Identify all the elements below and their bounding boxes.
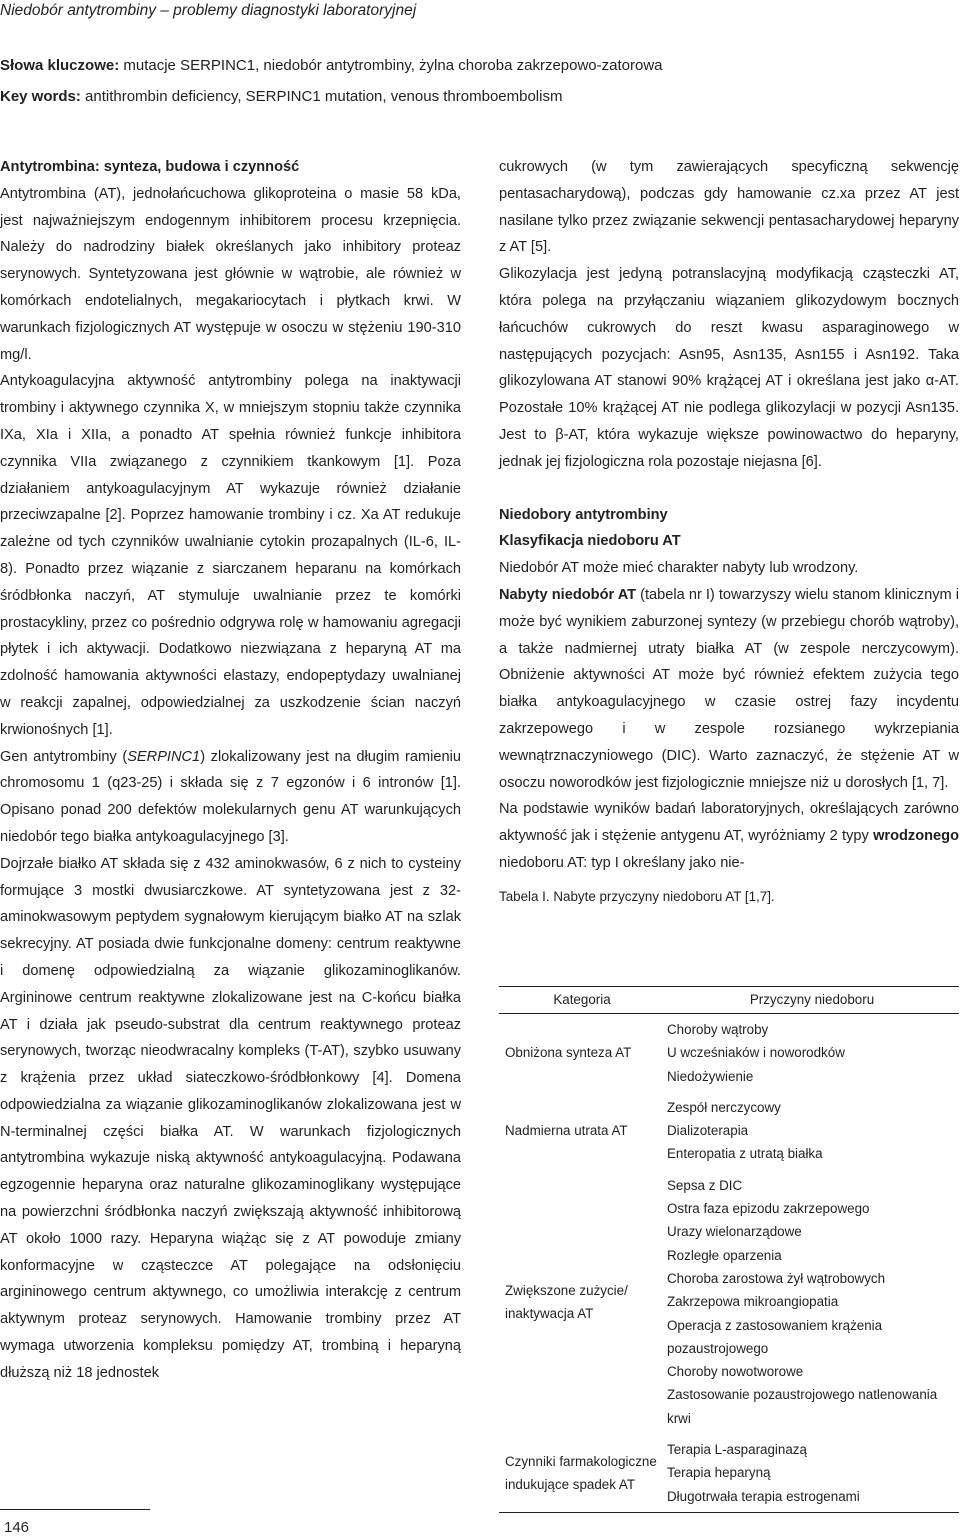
table-cell-causes xyxy=(665,1092,959,1170)
subsection-heading-classification: Klasyfikacja niedoboru AT xyxy=(499,533,681,550)
table-cell-causes xyxy=(665,1170,959,1434)
cause-item: Zespół nerczycowy xyxy=(667,1099,781,1115)
table-body xyxy=(499,1014,959,1513)
cause-item: Rozległe oparzenia xyxy=(667,1247,782,1263)
text: Na podstawie wyników badań laboratoryjnych, określających zarówno aktywność jak i stężenie antygenu AT, wyróżniamy 2 typy xyxy=(499,801,959,845)
bold-term: Nabyty niedobór AT xyxy=(499,586,637,603)
table-header-row xyxy=(499,987,959,1014)
keywords-pl xyxy=(0,56,663,76)
cause-item: Enteropatia z utratą białka xyxy=(667,1146,823,1162)
keywords-pl-label: Słowa kluczowe: xyxy=(0,57,120,74)
column-header-causes: Przyczyny niedoboru xyxy=(665,987,959,1014)
gene-name: SERPINC1 xyxy=(127,748,201,765)
left-column xyxy=(0,154,461,1387)
footer-rule xyxy=(0,1509,150,1510)
table-row xyxy=(499,1170,959,1434)
acquired-causes-table xyxy=(499,986,959,1513)
table-cell-category: Zwiększone zużycie/ inaktywacja AT xyxy=(505,1282,628,1321)
table-cell-causes xyxy=(665,1014,959,1092)
paragraph: cukrowych (w tym zawierających specyficzną sekwencję pentasacharydową), podczas gdy hamowanie cz.xa przez AT jest nasilane tylko przez związanie sekwencji pentasacharydowej heparyny z AT [5]. xyxy=(499,159,959,256)
running-header: Niedobór antytrombiny – problemy diagnostyki laboratoryjnej xyxy=(0,2,417,19)
cause-item: Choroby nowotworowe xyxy=(667,1364,804,1380)
table-cell-category: Czynniki farmakologiczne indukujące spadek AT xyxy=(499,1434,665,1512)
cause-item: Długotrwała terapia estrogenami xyxy=(667,1488,860,1504)
cause-item: U wcześniaków i noworodków xyxy=(667,1045,845,1061)
cause-item: Niedożywienie xyxy=(667,1068,754,1084)
cause-item: Urazy wielonarządowe xyxy=(667,1224,802,1240)
paragraph: Antytrombina (AT), jednołańcuchowa glikoproteina o masie 58 kDa, jest najważniejszym endogennym inhibitorem procesu krzepnięcia. Należy do nadrodziny białek określanych jako inhibitory proteaz serynowych. Syntetyzowana jest głównie w wątrobie, ale również w komórkach endotelialnych, megakariocytach i płytkach krwi. W warunkach fizjologicznych AT występuje w osoczu w stężeniu 190-310 mg/l. xyxy=(0,185,461,363)
cause-item: Zastosowanie pozaustrojowego natlenowania krwi xyxy=(667,1387,938,1426)
cause-item: Operacja z zastosowaniem krążenia pozaustrojowego xyxy=(667,1317,883,1356)
cause-item: Dializoterapia xyxy=(667,1123,749,1139)
paragraph-gene xyxy=(0,744,461,851)
section-heading-antithrombin: Antytrombina: synteza, budowa i czynność xyxy=(0,159,300,175)
paragraph: Antykoagulacyjna aktywność antytrombiny polega na inaktywacji trombiny i aktywnego czynnika X, w mniejszym stopniu także czynnika IXa, XIa i XIIa, a ponadto AT spełnia również funkcje inhibitora czynnika VIIa związanego z czynnikiem tkankowym [1]. Poza działaniem antykoagulacyjnym AT wykazuje również działanie przeciwzapalne [2]. Poprzez hamowanie trombiny i cz. Xa AT redukuje zależne od tych czynników uwalnianie cytokin prozapalnych (IL-6, IL-8). Ponadto przez wiązanie z siarczanem heparanu na komórkach śródbłonka naczyń, AT stymuluje uwalnianie przez te komórki prostacykliny, przez co pośrednio odgrywa rolę w hamowaniu agregacji płytek i ich aktywacji. Dodatkowo niezwiązana z heparyną AT ma zdolność hamowania aktywności elastazy, endopeptydazy uwalnianej w reakcji zapalnej, odpowiedzialnej za uszkodzenie ścian naczyń krwionośnych [1]. xyxy=(0,373,461,738)
table-cell-causes xyxy=(665,1434,959,1512)
page-number: 146 xyxy=(4,1519,30,1536)
paragraph: Glikozylacja jest jedyną potranslacyjną modyfikacją cząsteczki AT, która polega na przyłączaniu wiązaniem glikozydowym bocznych łańcuchów cukrowych do reszt kwasu asparaginowego w następujących pozycjach: Asn95, Asn135, Asn155 i Asn192. Taka glikozylowana AT stanowi 90% krążącej AT i określana jest jako α-AT. Pozostałe 10% krążącej AT nie podlega glikozylacji w pozycji Asn135. Jest to β-AT, która wykazuje większe powinowactwo do heparyny, jednak jej fizjologiczna rola pozostaje niejasna [6]. xyxy=(499,266,959,470)
cause-item: Sepsa z DIC xyxy=(667,1177,743,1193)
paragraph-congenital xyxy=(499,796,959,876)
table-cell-category: Obniżona synteza AT xyxy=(505,1045,632,1061)
table-cell-category: Nadmierna utrata AT xyxy=(505,1123,628,1139)
cause-item: Terapia L-asparaginazą xyxy=(667,1442,807,1458)
text: (tabela nr I) towarzyszy wielu stanom klinicznym i może być wynikiem zaburzonej syntezy (w przebiegu chorób wątroby), a także nadmiernej utraty białka AT (w zespole nerczycowym). Obniżenie aktywności AT może być również efektem zużycia tego białka antykoagulacyjnego w czasie ostrej fazy incydentu zakrzepowego i w zespole rozsianego wykrzepiania wewnątrznaczyniowego (DIC). Warto zaznaczyć, że stężenie AT w osoczu noworodków jest fizjologicznie mniejsze niż u dorosłych [1, 7]. xyxy=(499,586,959,791)
text: niedoboru AT: typ I określany jako nie- xyxy=(499,854,745,871)
text: Gen antytrombiny ( xyxy=(0,748,128,765)
paragraph: Dojrzałe białko AT składa się z 432 aminokwasów, 6 z nich to cysteiny formujące 3 mostki dwusiarczkowe. AT syntetyzowana jest z 32-aminokwasowym peptydem sygnałowym kierującym białko AT na szlak sekrecyjny. AT posiada dwie funkcjonalne domeny: centrum reaktywne i domenę odpowiedzialną za wiązanie glikozaminoglikanów. Argininowe centrum reaktywne zlokalizowane jest na C-końcu białka AT i działa jak pseudo-substrat dla centrum reaktywnego proteaz serynowych, tworząc nieodwracalny kompleks (T-AT), szybko usuwany z krążenia przez układ siateczkowo-śródbłonkowy [4]. Domena odpowiedzialna za wiązanie glikozaminoglikanów zlokalizowana jest w N-terminalnej części białka AT. W warunkach fizjologicznych antytrombina wykazuje niską aktywność antykoagulacyjną. Podawana egzogennie heparyna oraz naturalne glikozaminoglikany występujące na powierzchni śródbłonka naczyń zwiększają aktywność inhibitorową AT około 1000 razy. Heparyna wiążąc się z AT powoduje zmiany konformacyjne w cząsteczce AT polegające na odsłonięciu argininowego centrum aktywnego, co umożliwia interakcję z centrum aktywnym proteaz serynowych. Hamowanie trombiny przez AT wymaga utworzenia kompleksu pomiędzy AT, trombiną i heparyną dłuższą niż 18 jednostek xyxy=(0,855,461,1381)
cause-item: Choroby wątroby xyxy=(667,1022,769,1037)
cause-item: Terapia heparyną xyxy=(667,1465,771,1481)
cause-item: Zakrzepowa mikroangiopatia xyxy=(667,1294,839,1310)
cause-item: Choroba zarostowa żył wątrobowych xyxy=(667,1270,886,1286)
table-row xyxy=(499,1092,959,1170)
column-header-category: Kategoria xyxy=(499,987,665,1014)
paragraph-acquired xyxy=(499,582,959,796)
keywords-en-label: Key words: xyxy=(0,88,81,105)
section-heading-deficiency: Niedobory antytrombiny xyxy=(499,506,668,523)
keywords-en xyxy=(0,87,562,107)
table-row xyxy=(499,1434,959,1512)
keywords-en-text: antithrombin deficiency, SERPINC1 mutation, venous thromboembolism xyxy=(80,88,563,105)
keywords-pl-text: mutacje SERPINC1, niedobór antytrombiny, żylna choroba zakrzepowo-zatorowa xyxy=(119,57,663,74)
table-caption: Tabela I. Nabyte przyczyny niedoboru AT [1,7]. xyxy=(499,888,775,904)
right-column xyxy=(499,154,959,907)
cause-item: Ostra faza epizodu zakrzepowego xyxy=(667,1201,870,1217)
table-row xyxy=(499,1014,959,1092)
text: ) zlokalizowany jest na długim ramieniu chromosomu 1 (q23-25) i składa się z 7 egzonów i 6 intronów [1]. Opisano ponad 200 defektów molekularnych genu AT warunkujących niedobór tego białka antykoagulacyjnego [3]. xyxy=(0,748,461,845)
bold-term: wrodzonego xyxy=(873,828,959,845)
paragraph: Niedobór AT może mieć charakter nabyty lub wrodzony. xyxy=(499,560,859,577)
